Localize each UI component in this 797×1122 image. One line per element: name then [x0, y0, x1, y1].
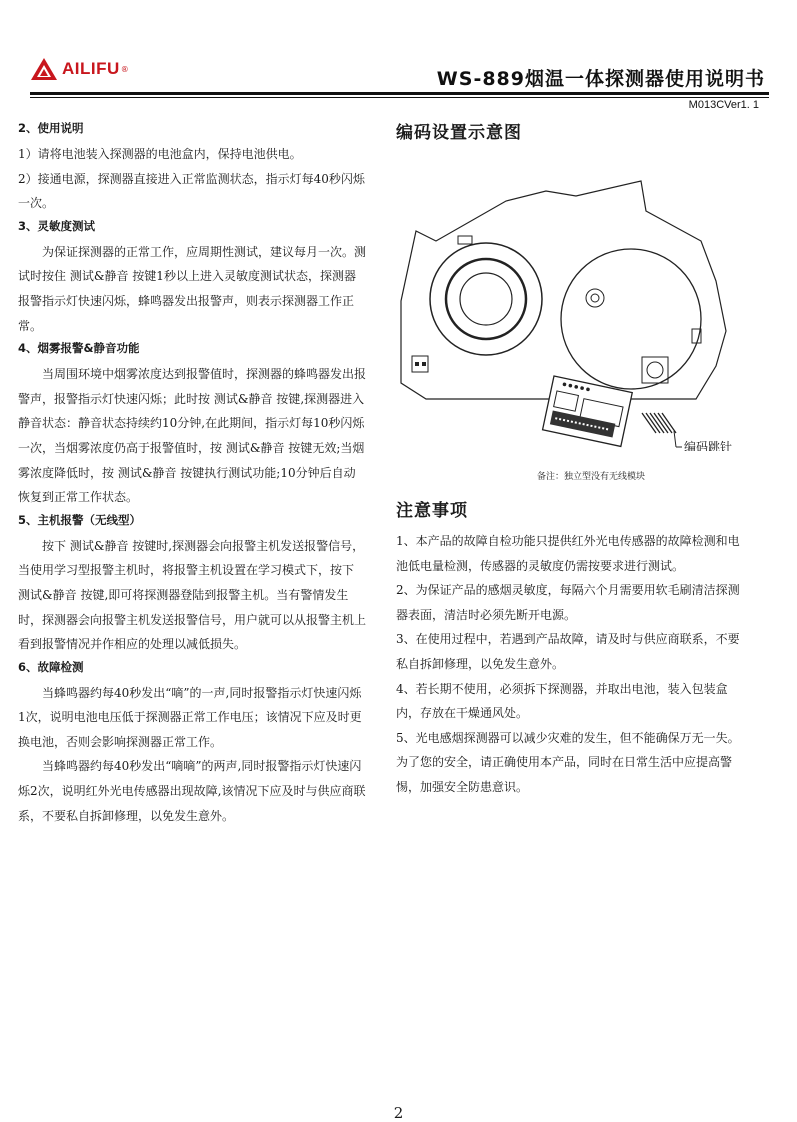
note-4: 4、若长期不使用，必须拆下探测器，并取出电池，装入包装盒内，存放在干燥通风处。 [396, 681, 728, 721]
sensor-ring-inner [460, 273, 512, 325]
logo-triangle-icon [30, 57, 58, 81]
right-column [396, 118, 746, 800]
component-square [642, 357, 668, 383]
connector-pin-1 [415, 362, 419, 366]
section-3-heading: 3、灵敏度测试 [18, 218, 96, 233]
pcb-diagram [396, 151, 746, 451]
document-version: M013CVer1. 1 [688, 99, 759, 111]
header-rule-thick [30, 92, 769, 95]
screw-hole-1-inner [591, 294, 599, 302]
section-3-text: 为保证探测器的正常工作，应周期性测试，建议每月一次。测试时按住 测试&静音 按键1秒以上进入灵敏度测试状态，探测器报警指示灯快速闪烁，蜂鸣器发出报警声，则表示探测器工作正常。 [18, 244, 367, 333]
jumper-pins [642, 413, 676, 433]
wireless-module [543, 376, 633, 446]
screw-hole-1 [586, 289, 604, 307]
note-1: 1、本产品的故障自检功能只提供红外光电传感器的故障检测和电池低电量检测，传感器的灵敏度仍需按要求进行测试。 [396, 534, 740, 573]
note-3: 3、在使用过程中，若遇到产品故障，请及时与供应商联系，不要私自拆卸修理，以免发生意外。 [396, 632, 740, 671]
brand-logo [30, 55, 129, 83]
sensor-ring-middle [446, 259, 526, 339]
section-4-heading: 4、烟雾报警&静音功能 [18, 341, 140, 356]
left-column [18, 118, 366, 828]
header-rule-thin [30, 97, 769, 98]
section-2-item-2: 2）接通电源，探测器直接进入正常监测状态，指示灯每40秒闪烁一次。 [18, 171, 365, 211]
label-pointer [674, 431, 676, 447]
notes-title: 注意事项 [396, 501, 468, 521]
section-2-heading: 2、使用说明 [18, 121, 84, 135]
section-5-heading: 5、主机报警（无线型） [18, 512, 142, 527]
ring-tab [458, 236, 472, 244]
diagram-caption: 备注：独立型没有无线模块 [536, 472, 645, 482]
section-2-item-1: 1）请将电池装入探测器的电池盒内，保持电池供电。 [18, 147, 302, 161]
note-2: 2、为保证产品的感烟灵敏度，每隔六个月需要用软毛刷清洁探测器表面，清洁时必须先断开电源。 [396, 583, 740, 622]
brand-name: AILIFU [62, 59, 120, 78]
jumper-label: 编码跳针 [684, 440, 733, 451]
note-5: 5、光电感烟探测器可以减少灾难的发生，但不能确保万无一失。为了您的安全，请正确使用本产品，同时在日常生活中应提高警惕，加强安全防患意识。 [396, 730, 740, 794]
section-5-text: 按下 测试&静音 按键时,探测器会向报警主机发送报警信号，当使用学习型报警主机时，将报警主机设置在学习模式下，按下 测试&静音 按键,即可将探测器登陆到报警主机。当有警情发生时，探测器会向报警主机发送报警信号，用户就可以从报警主机上看到报警情况并作相应的处理以减低损失。 [18, 538, 367, 652]
section-6-heading: 6、故障检测 [18, 659, 84, 674]
section-6-text-2: 当蜂鸣器约每40秒发出“嘀嘀”的两声,同时报警指示灯快速闪烁2次，说明红外光电传感器出现故障,该情况下应及时与供应商联系，不要私自拆卸修理，以免发生意外。 [18, 759, 366, 823]
screw-hole-2 [647, 362, 663, 378]
page-number: 2 [393, 1104, 404, 1122]
battery-circle [561, 249, 701, 389]
section-4-text: 当周围环境中烟雾浓度达到报警值时，探测器的蜂鸣器发出报警声，报警指示灯快速闪烁；此时按 测试&静音 按键,探测器进入静音状态：静音状态持续约10分钟,在此期间，指示灯每10秒闪烁一次，当烟雾浓度仍高于报警值时，按 测试&静音 按键无效;当烟雾浓度降低时，按 测试&静音 按键执行测试功能;10分钟后自动恢复到正常工作状态。 [18, 367, 367, 505]
coding-diagram [396, 151, 746, 469]
registered-mark: ® [120, 64, 129, 74]
connector-pin-2 [422, 362, 426, 366]
section-6-text-1: 当蜂鸣器约每40秒发出“嘀”的一声,同时报警指示灯快速闪烁1次，说明电池电压低于探测器正常工作电压；该情况下应及时更换电池，否则会影响探测器正常工作。 [18, 685, 362, 749]
board-outline [401, 181, 726, 399]
document-title: WS-889烟温一体探测器使用说明书 [436, 68, 765, 90]
diagram-title: 编码设置示意图 [396, 123, 522, 143]
